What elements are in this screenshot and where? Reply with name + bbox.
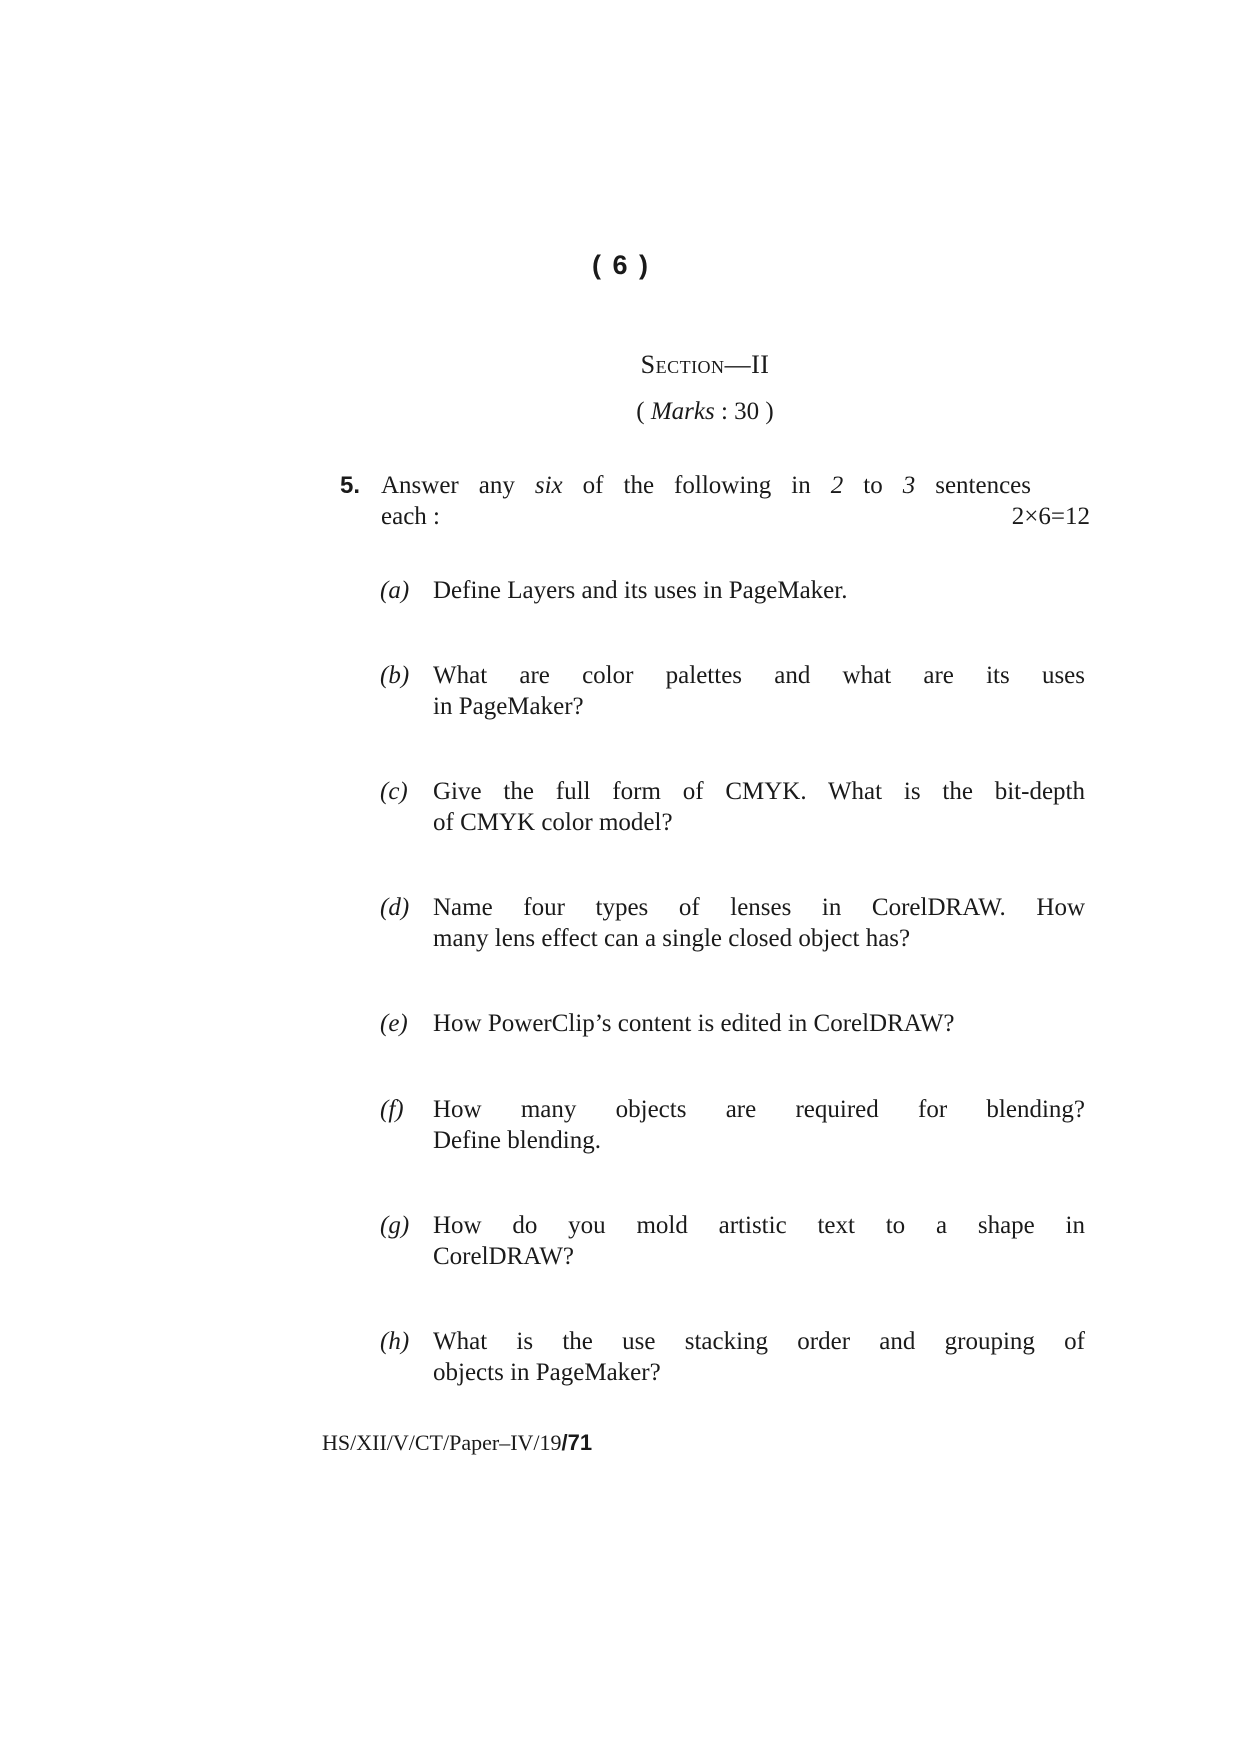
question-text-line2: each : (381, 503, 440, 530)
subquestion-text-line: Define Layers and its uses in PageMaker. (433, 577, 848, 604)
subquestion-text (433, 1326, 1085, 1388)
subquestion-text (433, 892, 1085, 954)
subquestion-label: (a) (380, 577, 410, 604)
subquestion-text-line: What are color palettes and what are its uses (433, 662, 1085, 689)
paper-code (322, 1430, 592, 1456)
subquestion-label: (g) (380, 1212, 410, 1239)
subquestion-text-line: Give the full form of CMYK. What is the bit-depth (433, 778, 1085, 805)
question-text-part: sentences (915, 472, 1031, 499)
subquestion-text (433, 1094, 1085, 1156)
subquestion-label: (f) (380, 1096, 404, 1123)
question-text-emphasis: six (534, 472, 563, 499)
section-marks (0, 398, 1242, 426)
question-text-emphasis: 3 (902, 472, 916, 499)
subquestion-text-line: How PowerClip’s content is edited in CorelDRAW? (433, 1010, 955, 1037)
section-number: —II (724, 350, 770, 379)
subquestion-label: (b) (380, 662, 410, 689)
question-text-part: to (843, 472, 903, 499)
subquestion-text-line: CorelDRAW? (433, 1243, 575, 1270)
marks-open: ( (636, 398, 651, 425)
paper-code-text: HS/XII/V/CT/Paper–IV/19 (322, 1430, 562, 1455)
subquestion-label: (c) (380, 778, 408, 805)
subquestion-text-line: many lens effect can a single closed object has? (433, 925, 911, 952)
subquestion-text (433, 660, 1085, 722)
subquestion-text (433, 1008, 1085, 1039)
marks-label: Marks (650, 398, 715, 425)
subquestion-text (433, 776, 1085, 838)
question-text-emphasis: 2 (830, 472, 844, 499)
section-word: Section (640, 350, 725, 379)
question-text-part: of the following in (562, 472, 831, 499)
subquestion-text-line: Name four types of lenses in CorelDRAW. How (433, 894, 1085, 921)
page-number: ( 6 ) (591, 250, 650, 280)
question-number: 5. (340, 472, 361, 499)
subquestion-text-line: How do you mold artistic text to a shape in (433, 1212, 1085, 1239)
section-heading (0, 350, 1242, 380)
question-text-part: Answer any (381, 472, 535, 499)
subquestion-text (433, 575, 1085, 606)
subquestion-label: (d) (380, 894, 410, 921)
subquestion-text-line: How many objects are required for blending? (433, 1096, 1085, 1123)
subquestion-text-line: Define blending. (433, 1127, 602, 1154)
subquestion-text-line: in PageMaker? (433, 693, 584, 720)
subquestion-text-line: What is the use stacking order and grouping of (433, 1328, 1085, 1355)
question-text (381, 470, 1031, 501)
paper-code-number: /71 (561, 1430, 593, 1455)
subquestion-text-line: objects in PageMaker? (433, 1359, 661, 1386)
marks-value: : 30 ) (714, 398, 774, 425)
subquestion-label: (e) (380, 1010, 408, 1037)
question-marks: 2×6=12 (1011, 503, 1090, 530)
subquestion-text (433, 1210, 1085, 1272)
subquestion-label: (h) (380, 1328, 410, 1355)
subquestion-text-line: of CMYK color model? (433, 809, 673, 836)
